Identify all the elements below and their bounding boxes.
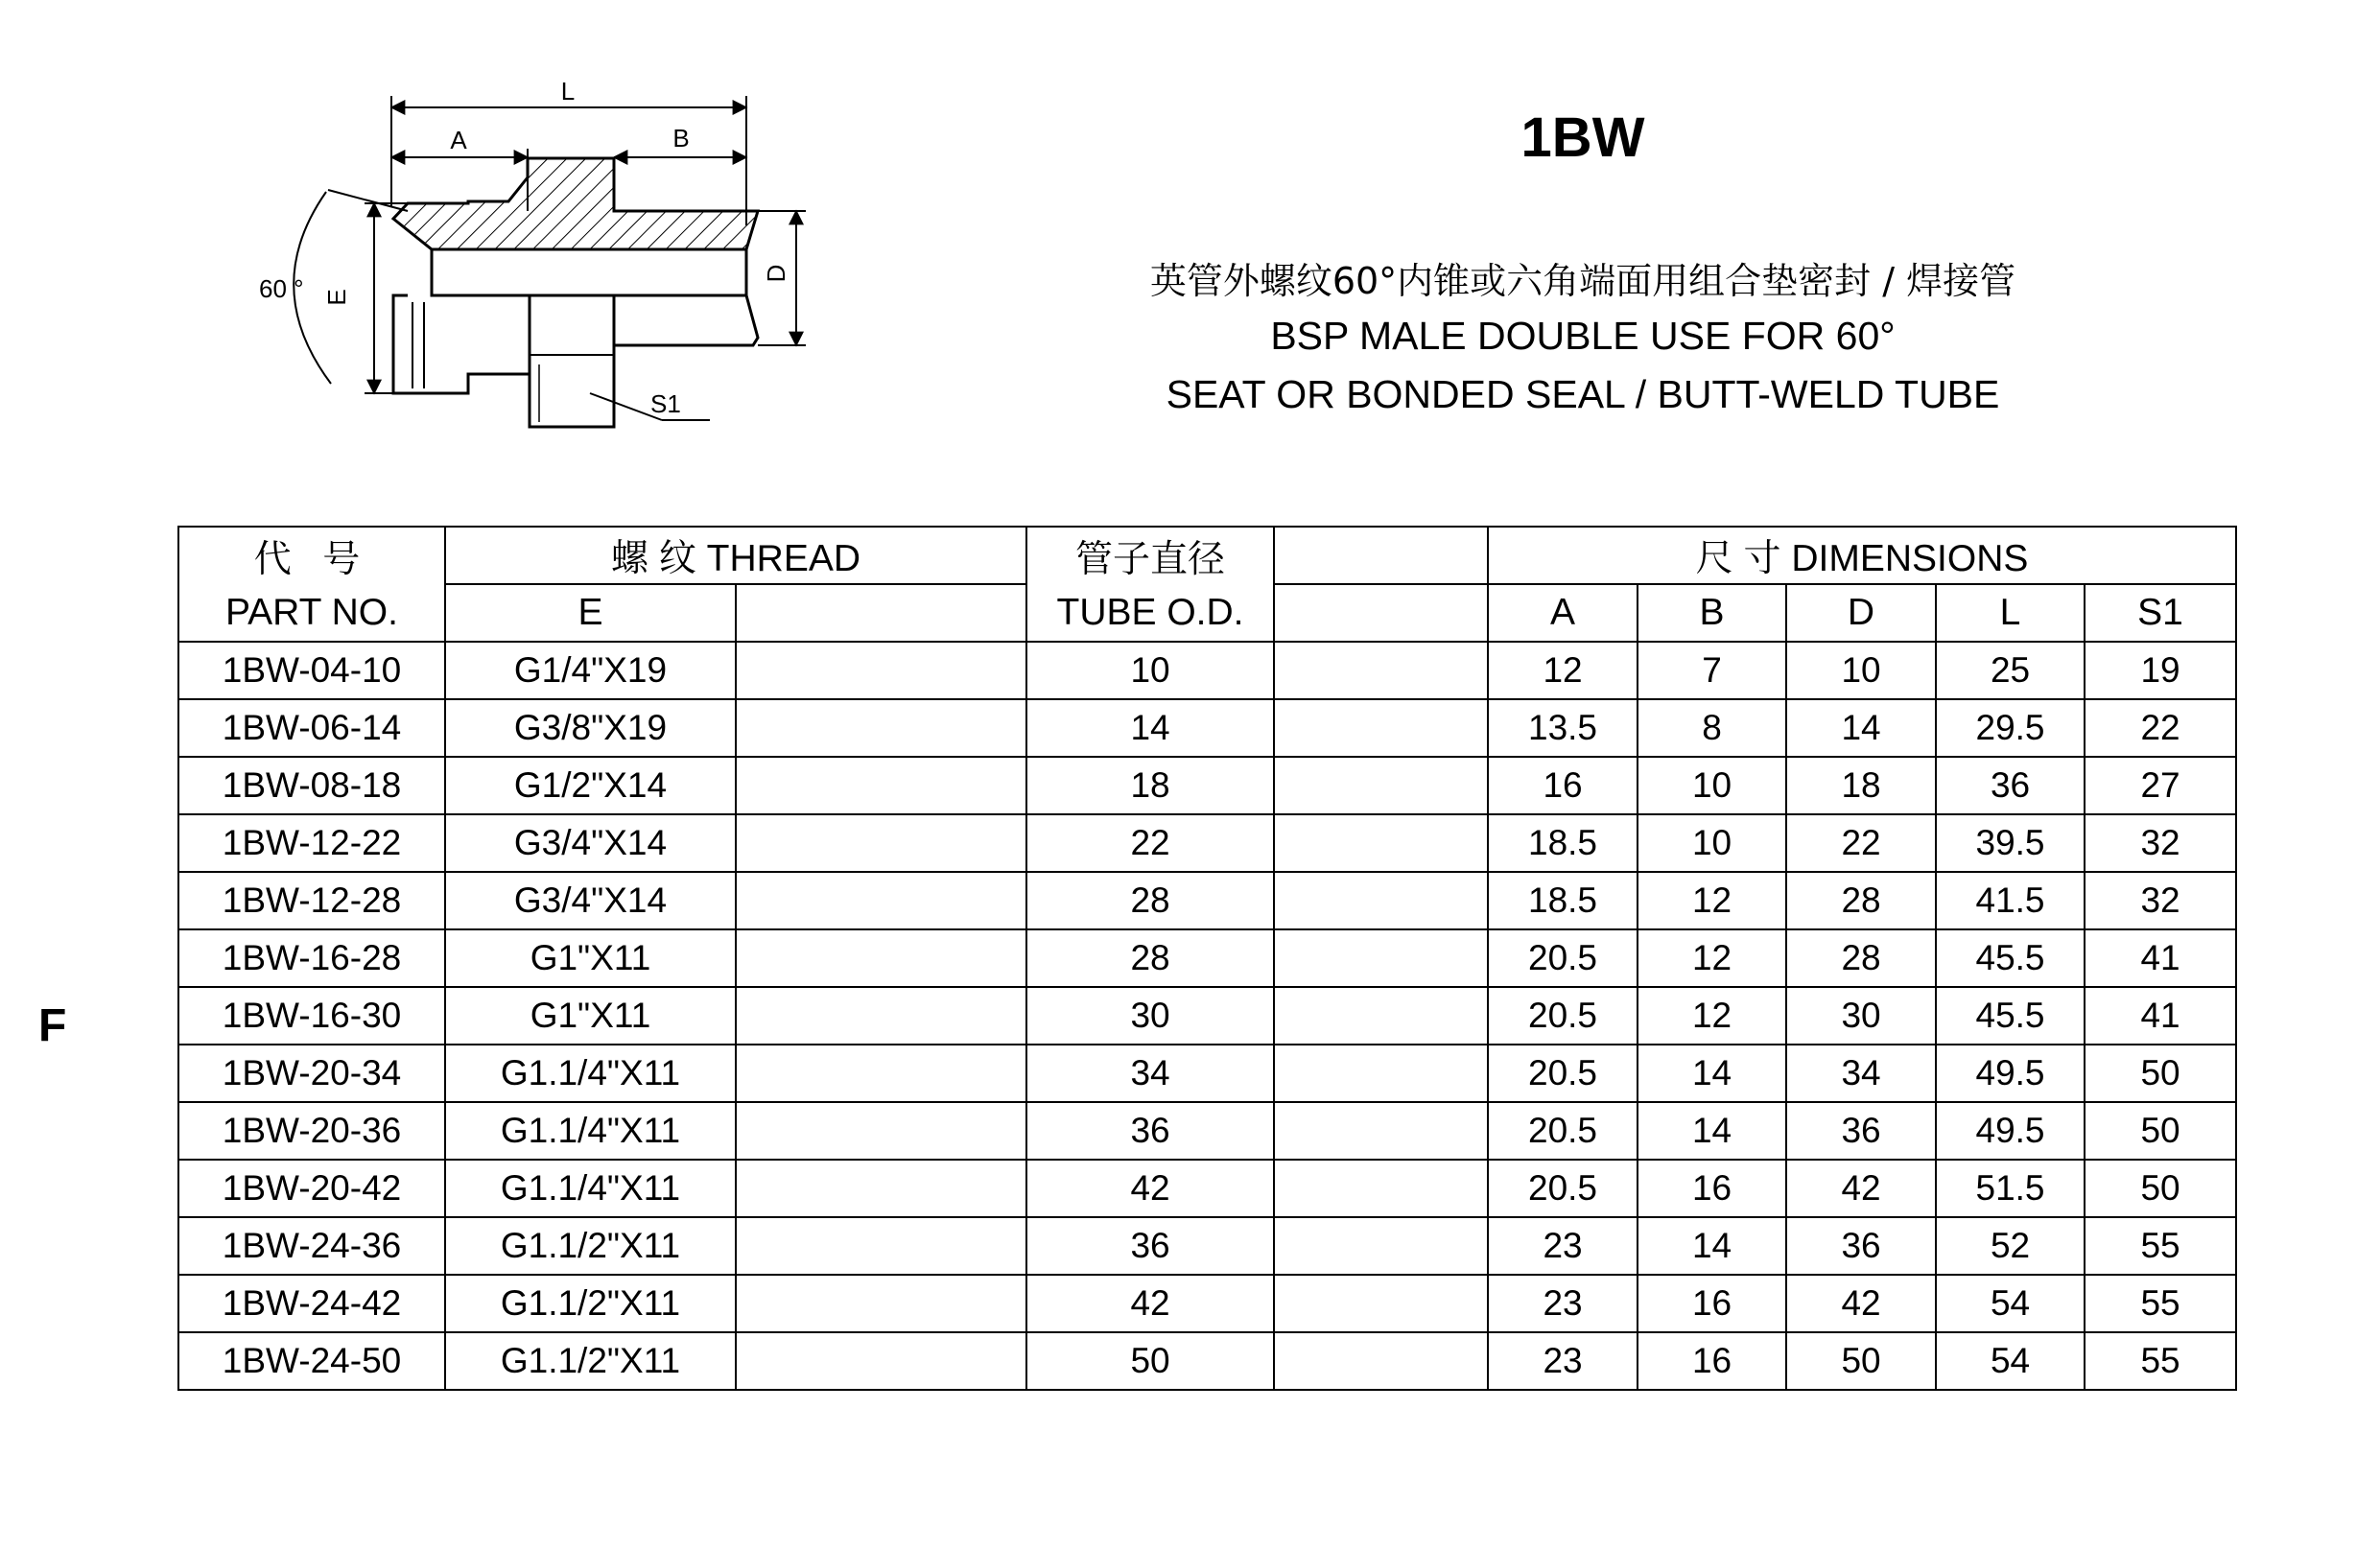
table-row: [178, 642, 2236, 699]
cell-dim-s1: 55: [2085, 1217, 2236, 1275]
cell-blank: [1274, 1102, 1488, 1160]
cell-dim-l: 49.5: [1936, 1045, 2085, 1102]
cell-dim-d: 50: [1786, 1332, 1936, 1390]
cell-dim-a: 20.5: [1488, 987, 1638, 1045]
cell-dim-a: 23: [1488, 1217, 1638, 1275]
cell-thread-blank: [736, 1275, 1026, 1332]
cell-dim-a: 18.5: [1488, 814, 1638, 872]
cell-part-no: 1BW-24-50: [178, 1332, 445, 1390]
cell-dim-s1: 19: [2085, 642, 2236, 699]
table-row: [178, 929, 2236, 987]
cell-dim-d: 28: [1786, 872, 1936, 929]
cell-thread-e: G1"X11: [445, 929, 736, 987]
cell-thread-e: G1.1/2"X11: [445, 1217, 736, 1275]
cell-dim-b: 16: [1638, 1275, 1786, 1332]
cell-dim-b: 16: [1638, 1160, 1786, 1217]
cell-thread-e: G1/4"X19: [445, 642, 736, 699]
cell-dim-s1: 32: [2085, 814, 2236, 872]
cell-blank: [1274, 699, 1488, 757]
cell-dim-l: 36: [1936, 757, 2085, 814]
page-title: 1BW: [1520, 106, 1645, 169]
cell-blank: [1274, 1275, 1488, 1332]
cell-thread-e: G3/4"X14: [445, 814, 736, 872]
header-dim-s1: S1: [2085, 584, 2236, 642]
cell-thread-blank: [736, 1045, 1026, 1102]
cell-dim-l: 25: [1936, 642, 2085, 699]
cell-dim-s1: 22: [2085, 699, 2236, 757]
cell-dim-s1: 55: [2085, 1275, 2236, 1332]
cell-dim-b: 10: [1638, 814, 1786, 872]
cell-dim-a: 20.5: [1488, 1102, 1638, 1160]
cell-part-no: 1BW-20-34: [178, 1045, 445, 1102]
header-dim-l: L: [1936, 584, 2085, 642]
cell-dim-b: 16: [1638, 1332, 1786, 1390]
cell-dim-b: 14: [1638, 1217, 1786, 1275]
dim-label-s1: S1: [650, 389, 681, 418]
header-dim-b: B: [1638, 584, 1786, 642]
cell-dim-d: 36: [1786, 1102, 1936, 1160]
cell-dim-d: 42: [1786, 1275, 1936, 1332]
cell-tube-od: 22: [1026, 814, 1274, 872]
cell-part-no: 1BW-16-28: [178, 929, 445, 987]
cell-part-no: 1BW-24-42: [178, 1275, 445, 1332]
cell-part-no: 1BW-08-18: [178, 757, 445, 814]
cell-thread-blank: [736, 1332, 1026, 1390]
cell-thread-e: G1.1/2"X11: [445, 1332, 736, 1390]
cell-blank: [1274, 757, 1488, 814]
cell-dim-b: 12: [1638, 929, 1786, 987]
cell-dim-a: 23: [1488, 1275, 1638, 1332]
cell-dim-d: 10: [1786, 642, 1936, 699]
table-body: [178, 642, 2236, 1390]
cell-tube-od: 36: [1026, 1102, 1274, 1160]
cell-dim-l: 54: [1936, 1275, 2085, 1332]
table-row: [178, 1045, 2236, 1102]
cell-dim-l: 41.5: [1936, 872, 2085, 929]
cell-blank: [1274, 872, 1488, 929]
cell-tube-od: 10: [1026, 642, 1274, 699]
cell-tube-od: 50: [1026, 1332, 1274, 1390]
header-blank: [1274, 527, 1488, 584]
cell-dim-l: 51.5: [1936, 1160, 2085, 1217]
cell-thread-blank: [736, 1217, 1026, 1275]
cell-dim-d: 22: [1786, 814, 1936, 872]
cell-thread-blank: [736, 987, 1026, 1045]
cell-thread-e: G1/2"X14: [445, 757, 736, 814]
cell-thread-e: G1.1/4"X11: [445, 1045, 736, 1102]
table-row: [178, 1332, 2236, 1390]
cell-dim-b: 12: [1638, 987, 1786, 1045]
cell-part-no: 1BW-04-10: [178, 642, 445, 699]
header-part-en: PART NO.: [178, 584, 445, 642]
cell-dim-d: 28: [1786, 929, 1936, 987]
cell-dim-d: 42: [1786, 1160, 1936, 1217]
table-row: [178, 987, 2236, 1045]
cell-tube-od: 36: [1026, 1217, 1274, 1275]
cell-dim-a: 16: [1488, 757, 1638, 814]
cell-thread-e: G3/8"X19: [445, 699, 736, 757]
cell-thread-blank: [736, 1160, 1026, 1217]
cell-dim-a: 13.5: [1488, 699, 1638, 757]
cell-dim-l: 29.5: [1936, 699, 2085, 757]
cell-dim-d: 34: [1786, 1045, 1936, 1102]
cell-part-no: 1BW-12-28: [178, 872, 445, 929]
header-thread-blank: [736, 584, 1026, 642]
table-header-row-2: [178, 584, 2236, 642]
cell-dim-s1: 32: [2085, 872, 2236, 929]
dim-label-a: A: [450, 126, 467, 154]
cell-blank: [1274, 987, 1488, 1045]
cell-tube-od: 18: [1026, 757, 1274, 814]
cell-dim-l: 52: [1936, 1217, 2085, 1275]
cell-part-no: 1BW-20-36: [178, 1102, 445, 1160]
cell-dim-s1: 50: [2085, 1102, 2236, 1160]
header-thread: 螺 纹 THREAD: [445, 527, 1026, 584]
cell-thread-blank: [736, 929, 1026, 987]
header-dim-d: D: [1786, 584, 1936, 642]
subtitle-chinese: 英管外螺纹60°内锥或六角端面用组合垫密封 / 焊接管: [1149, 260, 2016, 302]
cell-dim-l: 49.5: [1936, 1102, 2085, 1160]
table-row: [178, 1217, 2236, 1275]
cell-dim-l: 45.5: [1936, 987, 2085, 1045]
cell-dim-b: 14: [1638, 1045, 1786, 1102]
cell-dim-s1: 27: [2085, 757, 2236, 814]
cell-thread-e: G1.1/4"X11: [445, 1160, 736, 1217]
cell-part-no: 1BW-24-36: [178, 1217, 445, 1275]
dim-label-l: L: [560, 77, 576, 106]
cell-dim-a: 12: [1488, 642, 1638, 699]
cell-dim-d: 14: [1786, 699, 1936, 757]
header-dim-a: A: [1488, 584, 1638, 642]
header-thread-e: E: [445, 584, 736, 642]
cell-dim-l: 39.5: [1936, 814, 2085, 872]
cell-thread-blank: [736, 814, 1026, 872]
cell-part-no: 1BW-12-22: [178, 814, 445, 872]
cell-part-no: 1BW-16-30: [178, 987, 445, 1045]
cell-dim-a: 23: [1488, 1332, 1638, 1390]
cell-dim-l: 54: [1936, 1332, 2085, 1390]
table-row: [178, 1160, 2236, 1217]
fitting-technical-drawing: [221, 67, 892, 451]
cell-part-no: 1BW-20-42: [178, 1160, 445, 1217]
cell-blank: [1274, 814, 1488, 872]
cell-blank: [1274, 1160, 1488, 1217]
header-tube-en: TUBE O.D.: [1026, 584, 1274, 642]
cell-dim-b: 8: [1638, 699, 1786, 757]
cell-dim-s1: 55: [2085, 1332, 2236, 1390]
header-tube-cn: 管子直径: [1026, 527, 1274, 584]
cell-thread-e: G3/4"X14: [445, 872, 736, 929]
dim-label-e: E: [322, 289, 351, 306]
table-row: [178, 814, 2236, 872]
cell-blank: [1274, 1045, 1488, 1102]
cell-thread-blank: [736, 872, 1026, 929]
cell-dim-d: 30: [1786, 987, 1936, 1045]
cell-dim-a: 18.5: [1488, 872, 1638, 929]
cell-thread-e: G1.1/4"X11: [445, 1102, 736, 1160]
cell-dim-d: 36: [1786, 1217, 1936, 1275]
section-marker: F: [38, 1000, 67, 1051]
cell-dim-a: 20.5: [1488, 929, 1638, 987]
cell-dim-a: 20.5: [1488, 1045, 1638, 1102]
subtitle-english-line1: BSP MALE DOUBLE USE FOR 60°: [1270, 314, 1896, 358]
cell-blank: [1274, 1217, 1488, 1275]
cell-dim-s1: 50: [2085, 1045, 2236, 1102]
cell-thread-blank: [736, 699, 1026, 757]
cell-part-no: 1BW-06-14: [178, 699, 445, 757]
table-row: [178, 1102, 2236, 1160]
cell-dim-a: 20.5: [1488, 1160, 1638, 1217]
dim-label-d: D: [762, 264, 790, 283]
table-row: [178, 872, 2236, 929]
cell-tube-od: 34: [1026, 1045, 1274, 1102]
table-header-row-1: [178, 527, 2236, 584]
cell-tube-od: 30: [1026, 987, 1274, 1045]
cell-thread-blank: [736, 642, 1026, 699]
header-dimensions: 尺 寸 DIMENSIONS: [1488, 527, 2236, 584]
header-part-cn: 代 号: [178, 527, 445, 584]
header-blank-2: [1274, 584, 1488, 642]
cell-dim-b: 7: [1638, 642, 1786, 699]
cell-dim-b: 12: [1638, 872, 1786, 929]
subtitle-english-line2: SEAT OR BONDED SEAL / BUTT-WELD TUBE: [1166, 372, 2000, 416]
cell-dim-s1: 41: [2085, 929, 2236, 987]
cell-dim-s1: 41: [2085, 987, 2236, 1045]
cell-blank: [1274, 642, 1488, 699]
dimensions-table: [177, 526, 2237, 1391]
cell-dim-l: 45.5: [1936, 929, 2085, 987]
cell-tube-od: 28: [1026, 872, 1274, 929]
cell-dim-s1: 50: [2085, 1160, 2236, 1217]
cell-thread-e: G1"X11: [445, 987, 736, 1045]
cell-tube-od: 42: [1026, 1275, 1274, 1332]
angle-label: 60 °: [259, 274, 304, 303]
cell-tube-od: 28: [1026, 929, 1274, 987]
cell-blank: [1274, 1332, 1488, 1390]
cell-thread-blank: [736, 757, 1026, 814]
cell-tube-od: 14: [1026, 699, 1274, 757]
cell-thread-blank: [736, 1102, 1026, 1160]
cell-tube-od: 42: [1026, 1160, 1274, 1217]
dim-label-b: B: [672, 124, 690, 153]
table-row: [178, 699, 2236, 757]
cell-dim-d: 18: [1786, 757, 1936, 814]
cell-thread-e: G1.1/2"X11: [445, 1275, 736, 1332]
cell-blank: [1274, 929, 1488, 987]
cell-dim-b: 10: [1638, 757, 1786, 814]
table-row: [178, 757, 2236, 814]
cell-dim-b: 14: [1638, 1102, 1786, 1160]
table-row: [178, 1275, 2236, 1332]
